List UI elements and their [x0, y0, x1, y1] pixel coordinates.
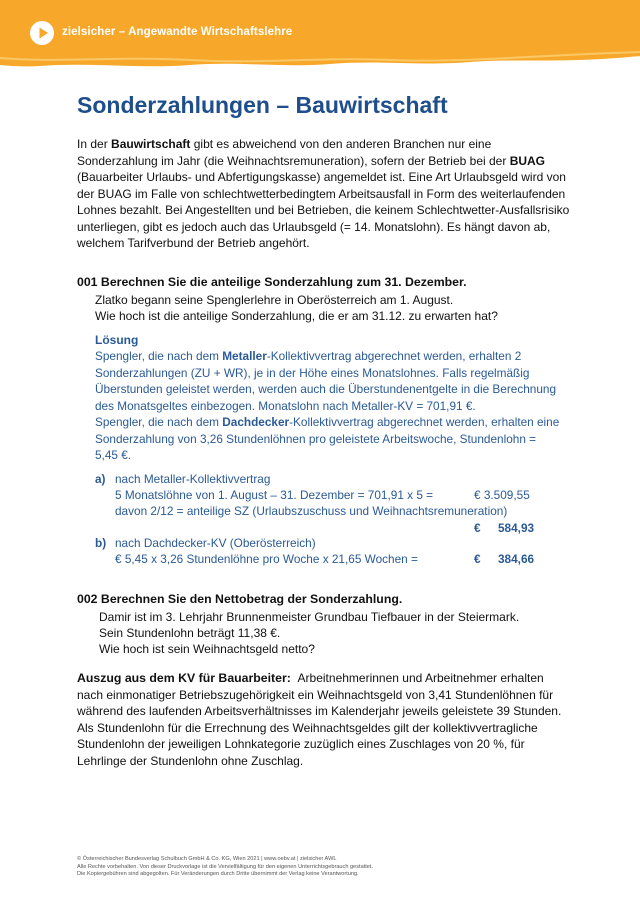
task-1-heading: 001 Berechnen Sie die anteilige Sonderzahlung zum 31. Dezember.: [77, 275, 467, 289]
calc-b-currency: €: [474, 552, 481, 566]
calc-a-line: 5 Monatslöhne von 1. August – 31. Dezember = 701,91 x 5 =: [115, 488, 434, 502]
task-1-question: Zlatko begann seine Spenglerlehre in Oberösterreich am 1. August.: [95, 293, 454, 307]
play-icon: [30, 21, 54, 45]
calc-a-line: davon 2/12 = anteilige SZ (Urlaubszuschuss und Weihnachtsremuneration): [115, 504, 508, 518]
solution-label: Lösung: [95, 333, 139, 347]
task-2-heading: 002 Berechnen Sie den Nettobetrag der Sonderzahlung.: [77, 592, 403, 606]
copyright-footer: © Österreichischer Bundesverlag Schulbuch GmbH & Co. KG, Wien 2021 | www.oebv.at | zielsicher AWL Alle Rechte vorbehalten. Von dieser Druckvorlage ist die Vervielfältigung für den eigenen Unterrichtsgebrauch gestattet. Die Kopiergebühren sind abgegolten. Für Veränderungen durch Dritte übernimmt der Verlag keine Verantwortung.: [77, 856, 374, 878]
task-2-question: Sein Stundenlohn beträgt 11,38 €.: [99, 626, 281, 640]
calc-b-title: nach Dachdecker-KV (Oberösterreich): [115, 536, 316, 550]
brand-title: zielsicher – Angewandte Wirtschaftslehre: [62, 26, 293, 38]
calc-a-label: a): [95, 472, 106, 486]
calc-a-currency: €: [474, 521, 481, 535]
calc-a-line-amount: € 3.509,55: [474, 488, 530, 502]
calc-b-line: € 5,45 x 3,26 Stundenlöhne pro Woche x 21,65 Wochen =: [115, 552, 418, 566]
page-header: [0, 0, 640, 72]
solution-text: Spengler, die nach dem Metaller-Kollektivvertrag abgerechnet werden, erhalten 2 Sonderzahlungen (ZU + WR), je in der Höhe eines Monatslohnes. Falls regelmäßig Überstunden geleistet werden, werden auch die Überstundenentgelte in die Berechnung des Monatsgeltes einbezogen. Monatslohn nach Metaller-KV = 701,91 €. Spengler, die nach dem Dachdecker-Kollektivvertrag abgerechnet werden, erhalten eine Sonderzahlung von 3,26 Stundenlöhnen pro geleistete Arbeitswoche, Stundenlohn = 5,45 €.: [95, 349, 560, 462]
intro-paragraph: In der Bauwirtschaft gibt es abweichend von den anderen Branchen nur eine Sonderzahlung im Jahr (die Weihnachtsremuneration), sofern der Betrieb bei der BUAG (Bauarbeiter Urlaubs- und Abfertigungskasse) angemeldet ist. Eine Art Urlaubsgeld wird von der BUAG im Falle von schlechtwetterbedingtem Arbeitsausfall in Form des weiterlaufenden Lohnes bezahlt. Bei Angestellten und bei Betrieben, die keinem Schlechtwetter-Ausfallsrisiko unterliegen, gibt es jedoch auch das Urlaubsgeld (= 14. Monatslohn). Es hängt davon ab, welchem Tarifverbund der Betrieb angehört.: [77, 137, 570, 250]
task-2-question: Wie hoch ist sein Weihnachtsgeld netto?: [99, 642, 315, 656]
task-2-question: Damir ist im 3. Lehrjahr Brunnenmeister Grundbau Tiefbauer in der Steiermark.: [99, 610, 520, 624]
calc-a-title: nach Metaller-Kollektivvertrag: [115, 472, 271, 486]
kv-excerpt: Auszug aus dem KV für Bauarbeiter: Arbeitnehmerinnen und Arbeitnehmer erhalten nach einmonatiger Betriebszugehörigkeit ein Weihnachtsgeld von 3,41 Stundenlöhnen für während des laufenden Arbeitsverhältnisses im Kalenderjahr jeweils geleistete 39 Stunden. Als Stundenlohn für die Errechnung des Weihnachtsgeldes gilt der kollektivvertragliche Stundenlohn der jeweiligen Lohnkategorie zuzüglich eines Zuschlages von 20 %, für Lehrlinge der Stundenlohn ohne Zuschlag.: [77, 671, 562, 768]
calc-b-result: 384,66: [498, 552, 535, 566]
kv-excerpt-heading: Auszug aus dem KV für Bauarbeiter:: [77, 671, 291, 685]
calc-b-label: b): [95, 536, 107, 550]
page-title: Sonderzahlungen – Bauwirtschaft: [77, 92, 448, 118]
task-1-question: Wie hoch ist die anteilige Sonderzahlung, die er am 31.12. zu erwarten hat?: [95, 309, 498, 323]
calc-a-result: 584,93: [498, 521, 535, 535]
